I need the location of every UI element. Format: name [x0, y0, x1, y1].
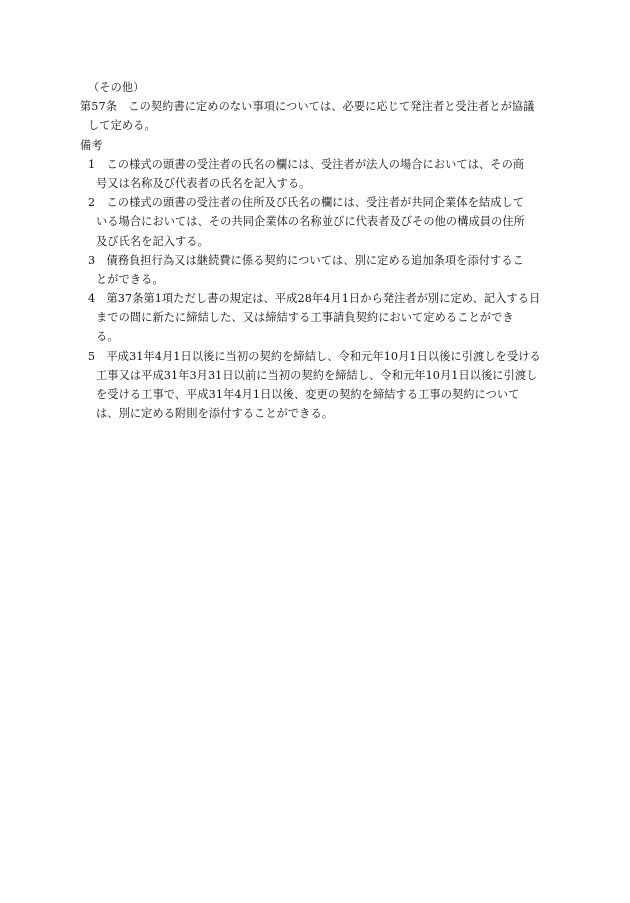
note-3-line-2: とができる。 [96, 272, 164, 286]
note-5-line-2: 工事又は平成31年3月31日以前に当初の契約を締結し、令和元年10月1日以後に引渡し [96, 368, 538, 382]
note-1-line-1: 1 この様式の頭書の受注者の氏名の欄には、受注者が法人の場合においては、その商 [88, 157, 525, 171]
note-item-1 [80, 155, 552, 193]
note-4-line-2: までの間に新たに締結した、又は締結する工事請負契約において定めることができ [96, 311, 514, 325]
article-57-line-1: 第57条 この契約書に定めのない事項については、必要に応じて発注者と受注者とが協議 [80, 100, 535, 114]
document-body [80, 78, 552, 423]
note-item-5 [80, 347, 552, 424]
note-4-line-3: る。 [96, 330, 119, 344]
note-5-line-3: を受ける工事で、平成31年4月1日以後、変更の契約を締結する工事の契約について [96, 388, 520, 401]
note-2-line-3: 及び氏名を記入する。 [96, 234, 209, 248]
note-3-line-1: 3 債務負担行為又は継続費に係る契約については、別に定める追加条項を添付するこ [88, 253, 524, 267]
note-2-line-2: いる場合においては、その共同企業体の名称並びに代表者及びその他の構成員の住所 [96, 215, 525, 229]
note-item-3 [80, 251, 552, 289]
note-item-2 [80, 193, 552, 251]
note-4-line-1: 4 第37条第1項ただし書の規定は、平成28年4月1日から発注者が別に定め、記入する日 [88, 292, 541, 306]
notes-heading: 備考 [80, 138, 103, 152]
article-57 [80, 97, 552, 135]
article-57-line-2: して定める。 [88, 119, 156, 133]
note-item-4 [80, 289, 552, 347]
note-1-line-2: 号又は名称及び代表者の氏名を記入する。 [96, 176, 311, 190]
note-2-line-1: 2 この様式の頭書の受注者の住所及び氏名の欄には、受注者が共同企業体を結成して [88, 196, 525, 210]
note-5-line-1: 5 平成31年4月1日以後に当初の契約を締結し、令和元年10月1日以後に引渡しを受ける [88, 349, 541, 363]
section-heading-other: （その他） [88, 81, 145, 94]
note-5-line-4: は、別に定める附則を添付することができる。 [96, 407, 334, 421]
